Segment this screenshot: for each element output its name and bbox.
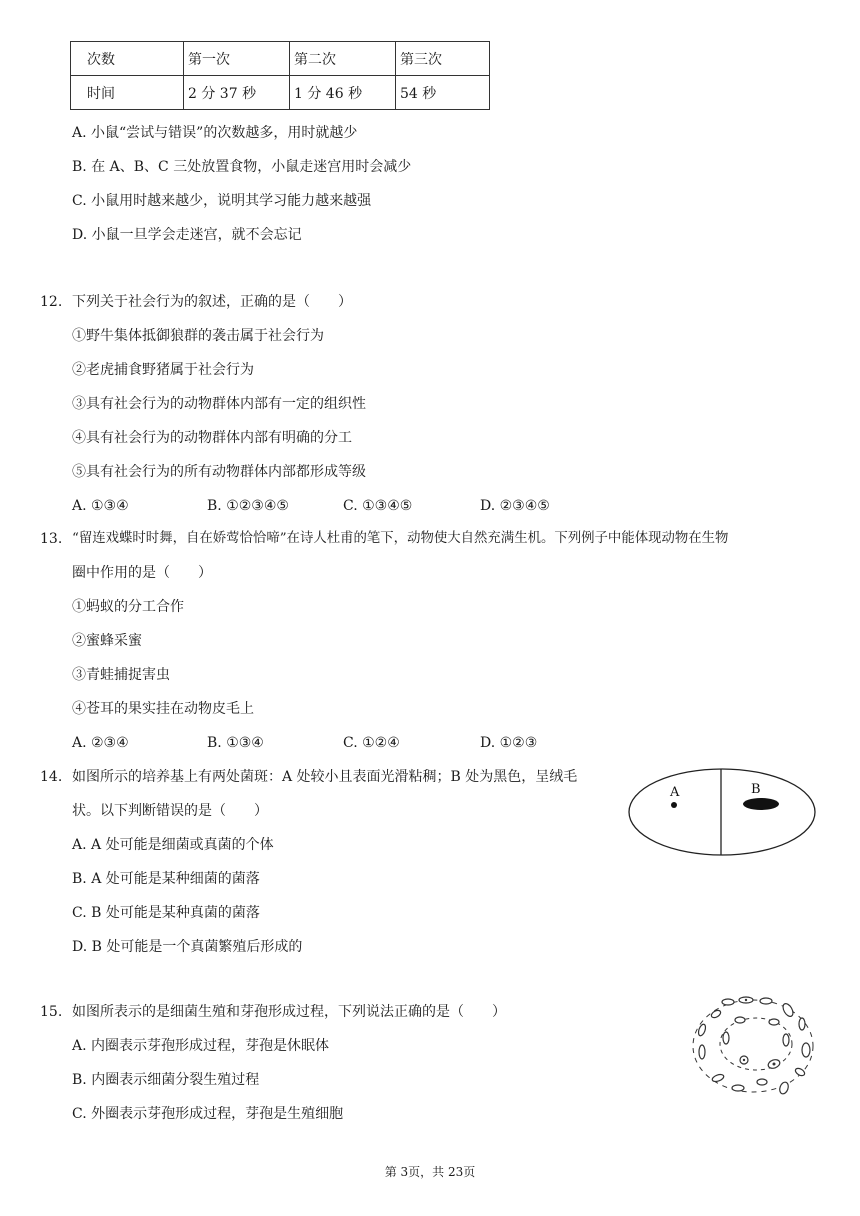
q15-option-c: C. 外圈表示芽孢形成过程，芽孢是生殖细胞 bbox=[72, 1106, 344, 1122]
q14-option-c: C. B 处可能是某种真菌的菌落 bbox=[72, 905, 260, 921]
bacterium-cell bbox=[802, 1043, 810, 1057]
q12-stem: 下列关于社会行为的叙述，正确的是（ ） bbox=[72, 294, 352, 310]
page-footer: 第 3页，共 23页 bbox=[384, 1165, 476, 1179]
bacterium-cell bbox=[699, 1045, 705, 1059]
q12-statement: ②老虎捕食野猪属于社会行为 bbox=[72, 362, 254, 378]
bacterium-cell bbox=[735, 1017, 745, 1023]
q11-option-c: C. 小鼠用时越来越少，说明其学习能力越来越强 bbox=[72, 193, 372, 209]
q12-option-b: B. ①②③④⑤ bbox=[207, 498, 289, 514]
table-cell: 54 秒 bbox=[396, 76, 490, 110]
bacterium-cell bbox=[710, 1009, 722, 1019]
colony-b bbox=[743, 798, 779, 810]
q12-statement: ③具有社会行为的动物群体内部有一定的组织性 bbox=[72, 396, 366, 412]
question-number: 14. bbox=[40, 769, 63, 785]
table-cell: 第一次 bbox=[184, 42, 290, 76]
q13-option-c: C. ①②④ bbox=[343, 735, 400, 751]
outer-cycle bbox=[693, 1000, 813, 1092]
q15-option-b: B. 内圈表示细菌分裂生殖过程 bbox=[72, 1072, 260, 1088]
q12-statement: ①野牛集体抵御狼群的袭击属于社会行为 bbox=[72, 328, 324, 344]
q13-stem-line2: 圈中作用的是（ ） bbox=[72, 565, 212, 581]
petri-dish-figure bbox=[624, 764, 820, 860]
table-row bbox=[71, 42, 490, 76]
q11-option-b: B. 在 A、B、C 三处放置食物，小鼠走迷宫用时会减少 bbox=[72, 159, 412, 175]
bacterium-cell bbox=[757, 1079, 767, 1085]
table-cell: 第二次 bbox=[290, 42, 396, 76]
q11-option-d: D. 小鼠一旦学会走迷宫，就不会忘记 bbox=[72, 227, 302, 243]
q15-stem: 如图所表示的是细菌生殖和芽孢形成过程，下列说法正确的是（ ） bbox=[72, 1004, 506, 1020]
question-number: 15. bbox=[40, 1004, 63, 1020]
bacterium-cell bbox=[711, 1073, 724, 1083]
q13-stem-line1: “留连戏蝶时时舞，自在娇莺恰恰啼”在诗人杜甫的笔下，动物使大自然充满生机。下列例子中能体现动物在生物 bbox=[72, 531, 729, 546]
bacterium-cell bbox=[799, 1018, 805, 1030]
q14-option-b: B. A 处可能是某种细菌的菌落 bbox=[72, 871, 260, 887]
bacterium-cell bbox=[783, 1034, 789, 1046]
q13-statement: ①蚂蚁的分工合作 bbox=[72, 599, 184, 615]
bacterium-cell bbox=[697, 1023, 707, 1036]
colony-a bbox=[671, 802, 677, 808]
timing-table bbox=[70, 41, 490, 110]
q13-statement: ④苍耳的果实挂在动物皮毛上 bbox=[72, 701, 254, 717]
bacterium-cell bbox=[723, 1032, 729, 1044]
q13-option-a: A. ②③④ bbox=[72, 735, 129, 751]
question-number: 13. bbox=[40, 531, 63, 547]
q12-option-c: C. ①③④⑤ bbox=[343, 498, 413, 514]
q13-option-d: D. ①②③ bbox=[480, 735, 538, 751]
q15-option-a: A. 内圈表示芽孢形成过程，芽孢是休眠体 bbox=[72, 1038, 330, 1054]
q13-statement: ③青蛙捕捉害虫 bbox=[72, 667, 170, 683]
bacterium-cell bbox=[781, 1002, 795, 1018]
bacterium-cell bbox=[732, 1085, 744, 1091]
bacterium-cell bbox=[760, 998, 772, 1004]
q14-option-d: D. B 处可能是一个真菌繁殖后形成的 bbox=[72, 939, 303, 955]
table-cell: 时间 bbox=[71, 76, 184, 110]
bacterium-cell bbox=[794, 1067, 806, 1077]
bacterium-cell bbox=[769, 1019, 779, 1025]
q11-option-a: A. 小鼠“尝试与错误”的次数越多，用时就越少 bbox=[72, 125, 358, 141]
q13-statement: ②蜜蜂采蜜 bbox=[72, 633, 142, 649]
q14-stem-line1: 如图所示的培养基上有两处菌斑：A 处较小且表面光滑粘稠；B 处为黑色，呈绒毛 bbox=[72, 769, 578, 785]
q12-option-d: D. ②③④⑤ bbox=[480, 498, 550, 514]
petri-dish-outline bbox=[629, 769, 815, 855]
q14-stem-line2: 状。以下判断错误的是（ ） bbox=[72, 803, 268, 819]
table-cell: 次数 bbox=[71, 42, 184, 76]
bacteria-cycle-figure bbox=[688, 992, 818, 1100]
table-cell: 2 分 37 秒 bbox=[184, 76, 290, 110]
figure-label-b: B bbox=[751, 782, 761, 797]
q13-option-b: B. ①③④ bbox=[207, 735, 264, 751]
table-row bbox=[71, 76, 490, 110]
bacterium-cell bbox=[722, 999, 734, 1005]
q12-option-a: A. ①③④ bbox=[72, 498, 129, 514]
table-cell: 1 分 46 秒 bbox=[290, 76, 396, 110]
q14-option-a: A. A 处可能是细菌或真菌的个体 bbox=[72, 837, 274, 853]
table-cell: 第三次 bbox=[396, 42, 490, 76]
q12-statement: ⑤具有社会行为的所有动物群体内部都形成等级 bbox=[72, 464, 366, 480]
figure-label-a: A bbox=[670, 785, 680, 800]
question-number: 12. bbox=[40, 294, 63, 310]
q12-statement: ④具有社会行为的动物群体内部有明确的分工 bbox=[72, 430, 352, 446]
bacterium-cell bbox=[778, 1081, 790, 1095]
inner-cycle bbox=[720, 1018, 792, 1070]
